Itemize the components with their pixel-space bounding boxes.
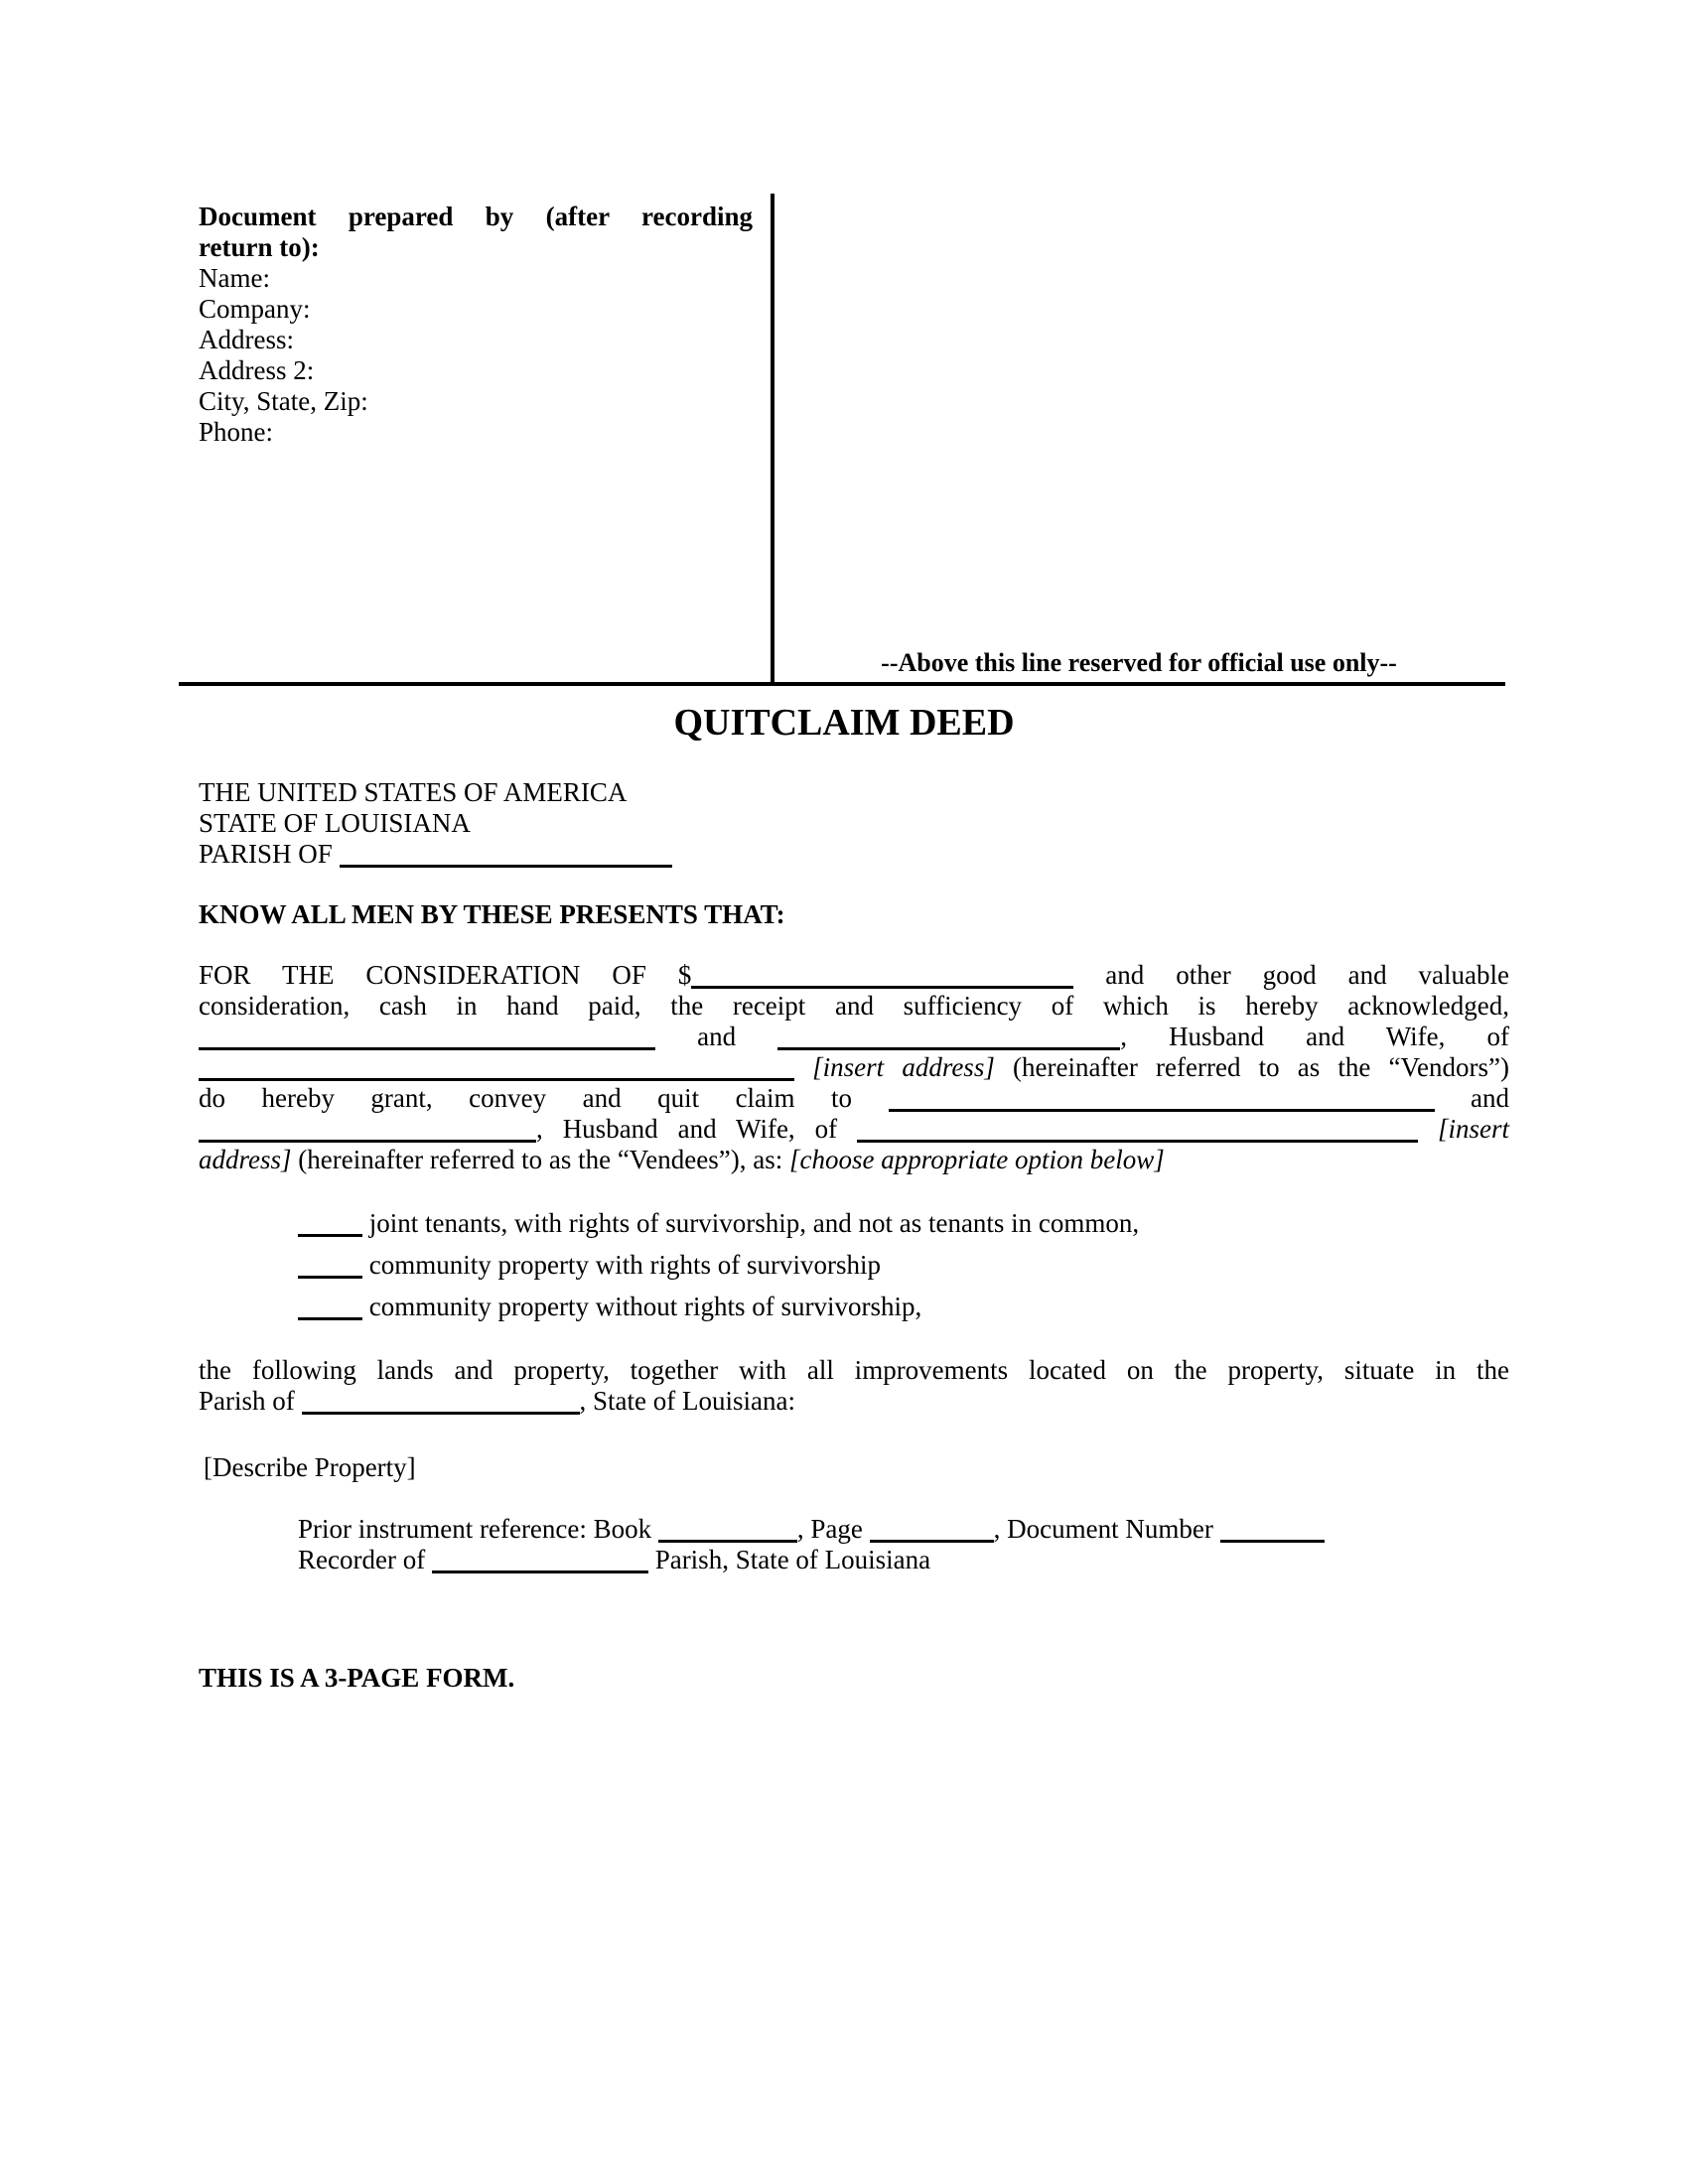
blank-underline (302, 1412, 580, 1415)
lands-paragraph (199, 1355, 1509, 1417)
prepared-by-field-address2: Address 2: (199, 355, 315, 385)
text-segment: Parish of (199, 1386, 302, 1416)
blank-underline (658, 1540, 797, 1543)
text-segment: and (655, 1022, 778, 1051)
prepared-by-field-address: Address: (199, 325, 294, 354)
blank-underline (870, 1540, 994, 1543)
blank-underline (432, 1570, 648, 1573)
text-segment: Parish, State of Louisiana (647, 1545, 931, 1574)
page-title: QUITCLAIM DEED (673, 702, 1015, 744)
text-segment: community property with rights of survivorship (362, 1250, 881, 1280)
text-line (199, 1355, 1509, 1386)
official-use-note: --Above this line reserved for official use only-- (881, 648, 1397, 677)
blank-underline (889, 1109, 1435, 1112)
text-line (298, 1514, 1509, 1545)
prepared-by-field-name: Name: (199, 263, 270, 293)
text-line (199, 1386, 1509, 1417)
text-segment: , Page (796, 1514, 870, 1544)
prepared-by-field-company: Company: (199, 294, 311, 324)
prepared-by-field-phone: Phone: (199, 417, 274, 447)
prepared-by-box (199, 202, 753, 448)
prepared-by-heading-line1: Document prepared by (after recording (199, 202, 753, 231)
text-segment: , Husband and Wife, of (536, 1114, 858, 1144)
text-segment (794, 1052, 812, 1082)
italic-instruction-text: [insert address] (812, 1052, 995, 1082)
text-line (199, 808, 1092, 839)
text-segment: Recorder of (298, 1545, 432, 1574)
text-line (199, 1145, 1509, 1175)
text-segment: , Document Number (993, 1514, 1220, 1544)
text-line (298, 1208, 1509, 1239)
text-line (199, 839, 1092, 870)
text-line (298, 1250, 1509, 1281)
blank-underline (857, 1140, 1418, 1143)
italic-instruction-text: [choose appropriate option below] (788, 1145, 1165, 1174)
text-segment: do hereby grant, convey and quit claim to (199, 1083, 889, 1113)
blank-underline (691, 986, 1073, 989)
presents-heading: KNOW ALL MEN BY THESE PRESENTS THAT: (199, 899, 785, 929)
italic-instruction-text: [insert (1437, 1114, 1509, 1144)
text-segment: THE UNITED STATES OF AMERICA (199, 777, 628, 807)
text-line (199, 1114, 1509, 1145)
blank-underline (298, 1317, 362, 1320)
text-segment: FOR THE CONSIDERATION OF $ (199, 960, 692, 990)
text-line (199, 1052, 1509, 1083)
text-line (199, 960, 1509, 991)
text-line (298, 1292, 1509, 1322)
text-segment: PARISH OF (199, 839, 340, 869)
text-segment: (hereinafter referred to as the “Vendees”), as: (291, 1145, 789, 1174)
blank-underline (199, 1078, 794, 1081)
prepared-by-field-city-state-zip: City, State, Zip: (199, 386, 368, 416)
text-line (298, 1545, 1509, 1575)
text-segment (1418, 1114, 1438, 1144)
text-segment: and other good and valuable (1073, 960, 1509, 990)
text-segment: STATE OF LOUISIANA (199, 808, 471, 838)
text-segment: consideration, cash in hand paid, the receipt and sufficiency of which is hereby acknowledged, (199, 991, 1509, 1021)
text-segment: (hereinafter referred to as the “Vendors”) (994, 1052, 1510, 1082)
text-line (199, 1022, 1509, 1052)
text-segment: , State of Louisiana: (579, 1386, 795, 1416)
italic-instruction-text: address] (199, 1145, 292, 1174)
text-segment: Prior instrument reference: Book (298, 1514, 658, 1544)
blank-underline (199, 1140, 536, 1143)
blank-underline (298, 1234, 362, 1237)
vertical-divider-line (771, 194, 774, 683)
vesting-options-list (298, 1208, 1509, 1333)
text-line (199, 777, 1092, 808)
text-segment: joint tenants, with rights of survivorship, and not as tenants in common, (362, 1208, 1140, 1238)
blank-underline (1220, 1540, 1325, 1543)
blank-underline (340, 865, 672, 868)
blank-underline (298, 1276, 362, 1279)
blank-underline (199, 1047, 655, 1050)
text-line (199, 1083, 1509, 1114)
text-line (199, 991, 1509, 1022)
text-segment: and (1434, 1083, 1510, 1113)
blank-underline (777, 1047, 1120, 1050)
text-segment: , Husband and Wife, of (1120, 1022, 1509, 1051)
jurisdiction-block (199, 777, 1092, 870)
describe-property-placeholder: [Describe Property] (204, 1452, 416, 1482)
consideration-paragraph (199, 960, 1509, 1175)
page-count-note: THIS IS A 3-PAGE FORM. (199, 1663, 515, 1693)
prior-instrument-reference (298, 1514, 1509, 1575)
horizontal-rule (179, 682, 1505, 686)
text-segment: the following lands and property, together with all improvements located on the property, situate in the (199, 1355, 1509, 1385)
text-segment: community property without rights of survivorship, (362, 1292, 922, 1321)
prepared-by-heading-line2: return to): (199, 232, 320, 262)
